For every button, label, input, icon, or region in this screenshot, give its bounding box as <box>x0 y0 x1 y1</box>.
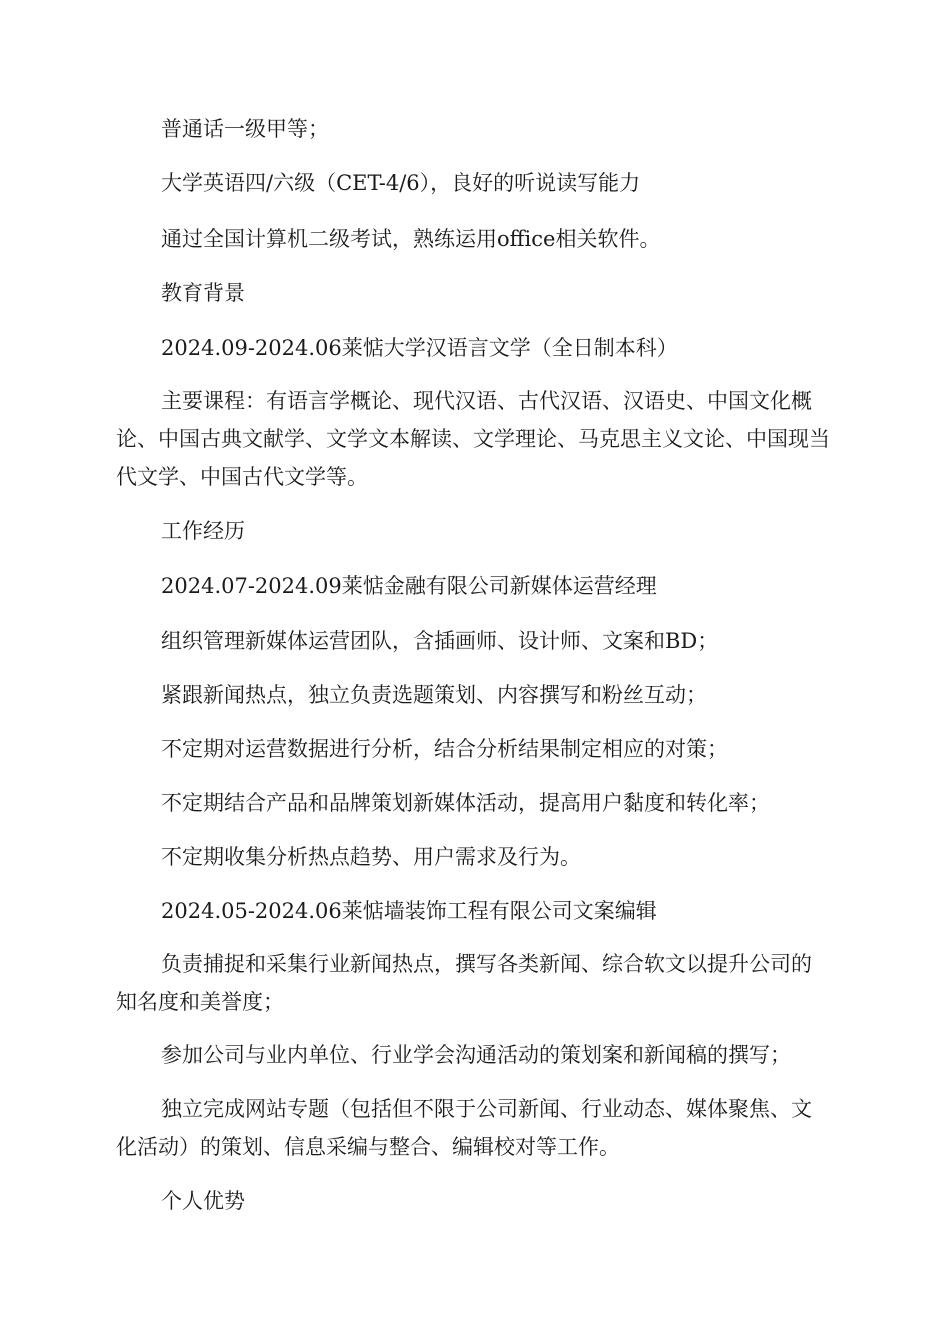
paragraph-job-2-duty-3: 独立完成网站专题（包括但不限于公司新闻、行业动态、媒体聚焦、文化活动）的策划、信息采编与整合、编辑校对等工作。 <box>116 1097 812 1159</box>
section-heading-education: 教育背景 <box>161 281 245 305</box>
paragraph-job-1-duty-5: 不定期收集分析热点趋势、用户需求及行为。 <box>161 845 581 869</box>
paragraph-mandarin-level: 普通话一级甲等； <box>161 117 329 141</box>
paragraph-job-2-duty-1: 负责捕捉和采集行业新闻热点，撰写各类新闻、综合软文以提升公司的知名度和美誉度； <box>116 952 812 1014</box>
paragraph-job-1-title: 2024.07-2024.09莱惦金融有限公司新媒体运营经理 <box>161 574 657 598</box>
paragraph-job-1-duty-1: 组织管理新媒体运营团队，含插画师、设计师、文案和BD； <box>161 629 719 653</box>
section-heading-work-experience: 工作经历 <box>161 519 245 543</box>
paragraph-job-1-duty-4: 不定期结合产品和品牌策划新媒体活动，提高用户黏度和转化率； <box>161 791 770 815</box>
paragraph-english-level: 大学英语四/六级（CET-4/6），良好的听说读写能力 <box>161 171 641 195</box>
paragraph-job-2-title: 2024.05-2024.06莱惦墙装饰工程有限公司文案编辑 <box>161 899 657 923</box>
section-heading-personal-strengths: 个人优势 <box>161 1189 245 1213</box>
paragraph-computer-exam: 通过全国计算机二级考试，熟练运用office相关软件。 <box>161 227 661 251</box>
paragraph-main-courses: 主要课程：有语言学概论、现代汉语、古代汉语、汉语史、中国文化概论、中国古典文献学、文学文本解读、文学理论、马克思主义文论、中国现当代文学、中国古代文学等。 <box>116 389 830 489</box>
paragraph-job-2-duty-2: 参加公司与业内单位、行业学会沟通活动的策划案和新闻稿的撰写； <box>161 1043 791 1067</box>
paragraph-education-entry: 2024.09-2024.06莱惦大学汉语言文学（全日制本科） <box>161 336 678 360</box>
paragraph-job-1-duty-2: 紧跟新闻热点，独立负责选题策划、内容撰写和粉丝互动； <box>161 683 707 707</box>
paragraph-job-1-duty-3: 不定期对运营数据进行分析，结合分析结果制定相应的对策； <box>161 737 728 761</box>
